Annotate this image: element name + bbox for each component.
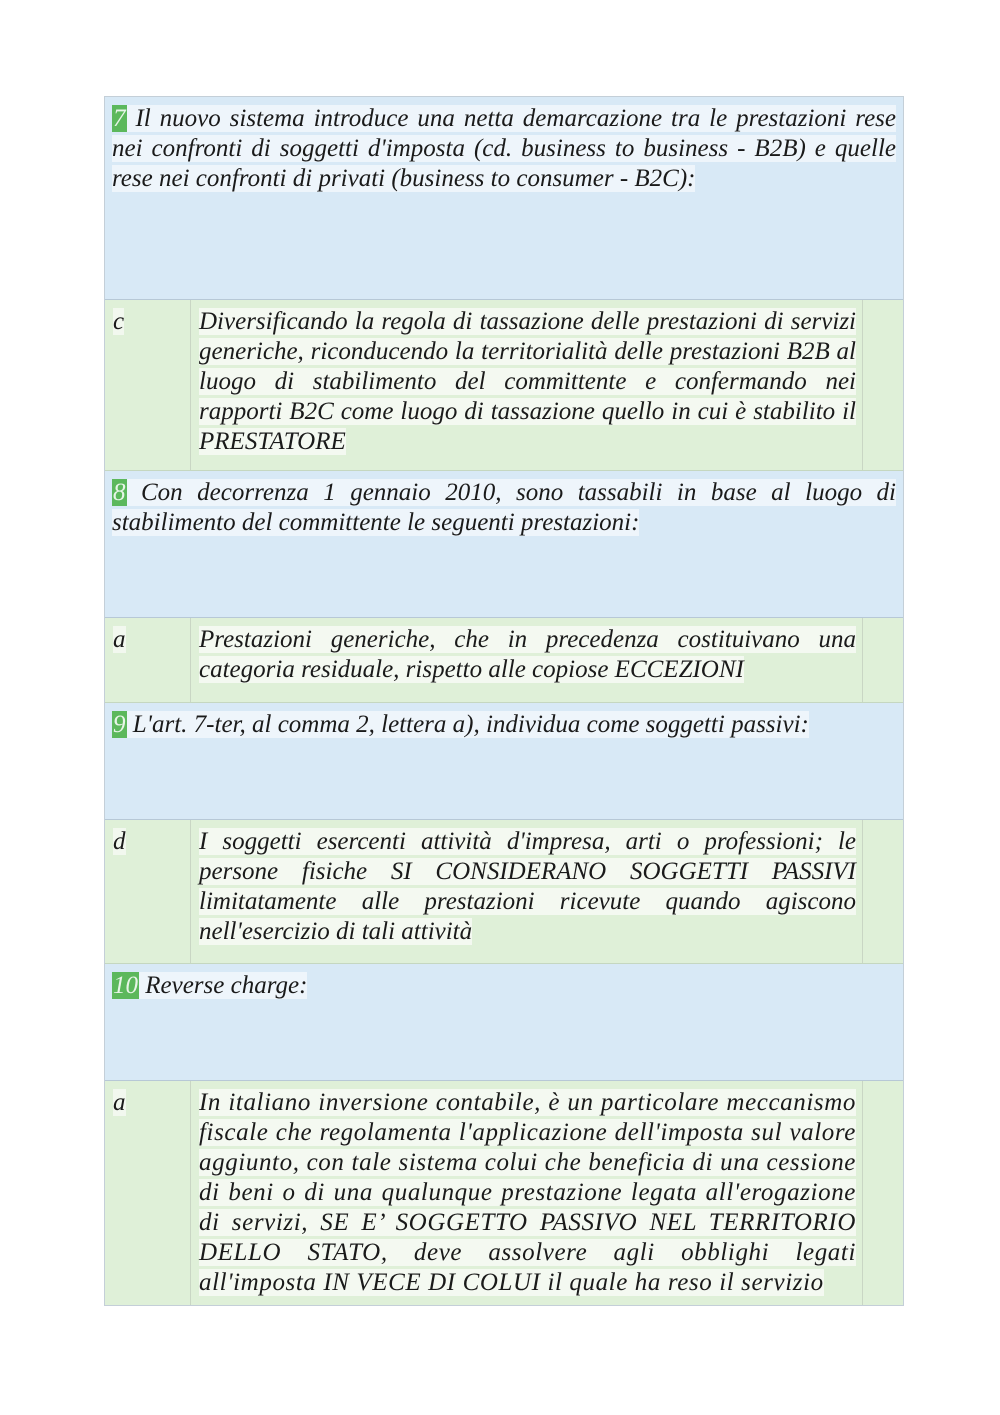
question-number: 9 (113, 711, 126, 738)
question-number: 8 (113, 479, 126, 506)
answer-letter: d (113, 828, 126, 855)
answer-letter: c (113, 308, 125, 335)
question-text: Reverse charge: (145, 972, 308, 999)
question-text-wrap (112, 479, 896, 536)
quiz-table (104, 96, 904, 1306)
answer-letter-cell (105, 618, 191, 702)
question-row (105, 703, 903, 820)
answer-letter-cell (105, 1081, 191, 1306)
answer-letter: a (113, 1089, 126, 1116)
question-text: L'art. 7-ter, al comma 2, lettera a), individua come soggetti passivi: (132, 711, 809, 738)
answer-spare-cell (863, 618, 903, 702)
question-text-wrap (112, 105, 896, 192)
answer-text-cell (191, 300, 863, 470)
answer-row (105, 300, 903, 471)
question-row (105, 97, 903, 300)
answer-text-cell (191, 1081, 863, 1306)
question-number: 10 (113, 972, 138, 999)
answer-text: In italiano inversione contabile, è un particolare meccanismo fiscale che regolamenta l'applicazione dell'imposta sul valore aggiunto, con tale sistema colui che beneficia di una cessione di beni o di una qualunque prestazione legata all'erogazione di servizi, SE E’ SOGGETTO PASSIVO NEL TERRITORIO DELLO STATO, deve assolvere agli obblighi legati all'imposta IN VECE DI COLUI il quale ha reso il servizio (199, 1089, 856, 1296)
answer-row (105, 820, 903, 964)
answer-text: I soggetti esercenti attività d'impresa, arti o professioni; le persone fisiche SI CONSIDERANO SOGGETTI PASSIVI limitatamente alle prestazioni ricevute quando agiscono nell'esercizio di tali attività (199, 828, 856, 945)
question-text-wrap (112, 972, 307, 999)
question-row (105, 964, 903, 1081)
question-text: Con decorrenza 1 gennaio 2010, sono tassabili in base al luogo di stabilimento del committente le seguenti prestazioni: (112, 479, 897, 536)
answer-spare-cell (863, 1081, 903, 1306)
answer-spare-cell (863, 820, 903, 963)
answer-text: Diversificando la regola di tassazione delle prestazioni di servizi generiche, riconducendo la territorialità delle prestazioni B2B al luogo di stabilimento del committente e confermando nei rapporti B2C come luogo di tassazione quello in cui è stabilito il PRESTATORE (199, 308, 856, 455)
answer-spare-cell (863, 300, 903, 470)
answer-text-cell (191, 618, 863, 702)
answer-row (105, 1081, 903, 1306)
answer-row (105, 618, 903, 703)
question-text: Il nuovo sistema introduce una netta demarcazione tra le prestazioni rese nei confronti di soggetti d'imposta (cd. business to business - B2B) e quelle rese nei confronti di privati (business to consumer - B2C): (112, 105, 896, 192)
answer-text-cell (191, 820, 863, 963)
question-text-wrap (112, 711, 809, 738)
question-row (105, 471, 903, 618)
question-number: 7 (113, 105, 126, 132)
answer-letter-cell (105, 300, 191, 470)
answer-letter: a (113, 626, 126, 653)
answer-letter-cell (105, 820, 191, 963)
answer-text: Prestazioni generiche, che in precedenza costituivano una categoria residuale, rispetto alle copiose ECCEZIONI (199, 626, 856, 683)
